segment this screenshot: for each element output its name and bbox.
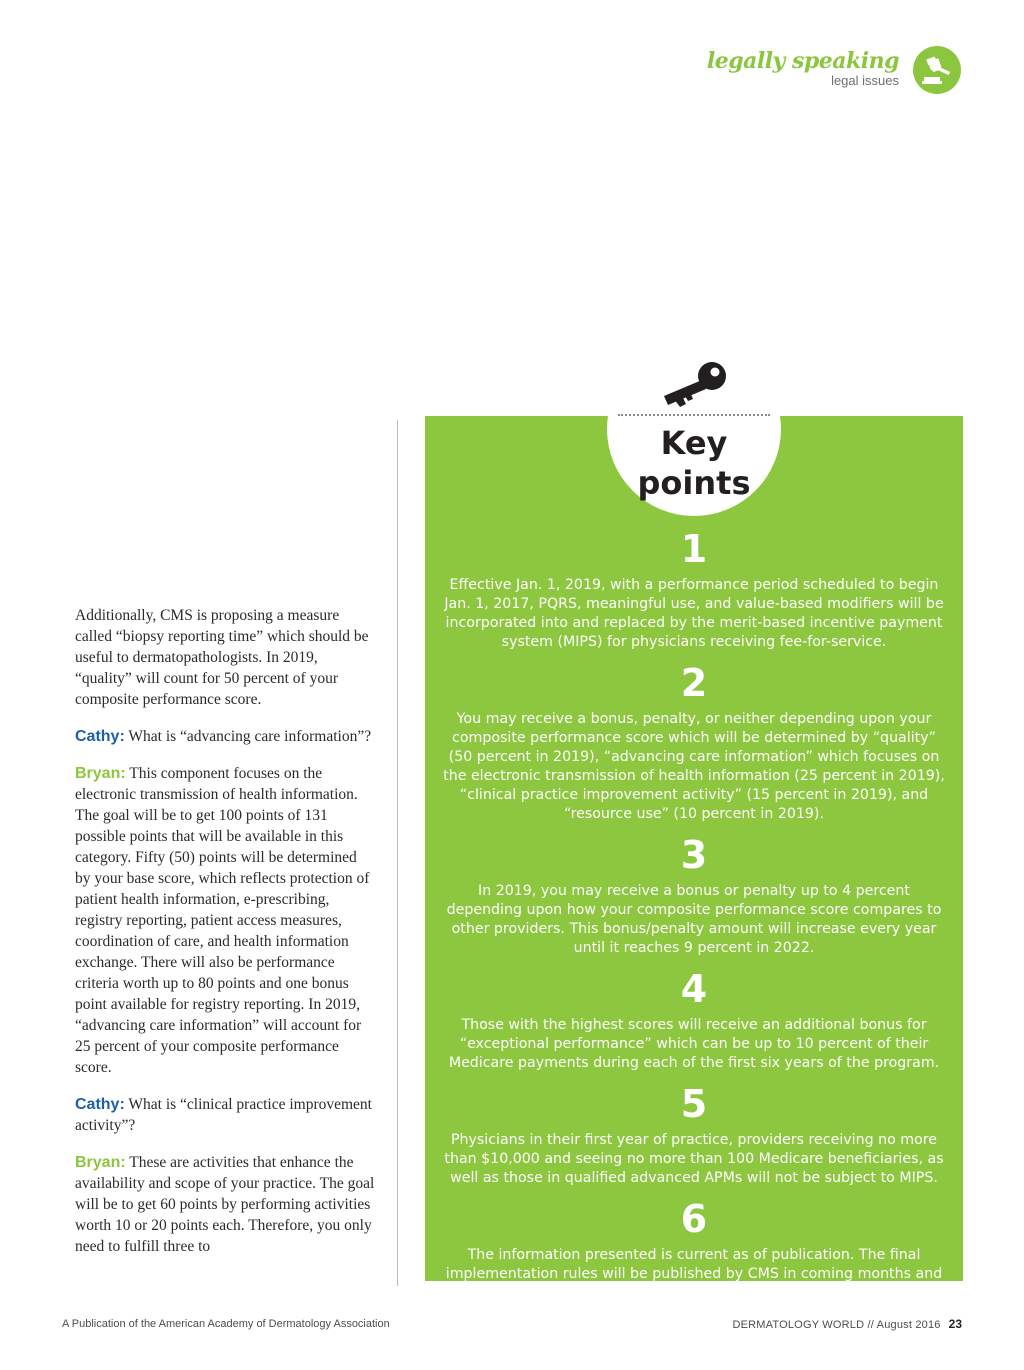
paragraph-text: This component focuses on the electronic transmission of health information. The goal will be to get 100 points of 131 possible points that will be available in this category. Fifty (50) points will be determined by your base score, which reflects protection of patient health information, e-prescribing, registry reporting, patient access measures, coordination of care, and health information exchange. There will also be performance criteria worth up to 80 points and one bonus point available for registry reporting. In 2019, “advancing care information” will account for 25 percent of your composite performance score. [75, 765, 370, 1076]
footer-publisher: A Publication of the American Academy of Dermatology Association [62, 1318, 390, 1330]
key-point-text: Physicians in their first year of practice, providers receiving no more than $10,000 and seeing no more than 100 Medicare beneficiaries, as well as those in qualified advanced APMs will not be subject to MIPS. [444, 1132, 944, 1186]
paragraph [75, 1152, 375, 1257]
key-point-item [440, 1083, 948, 1188]
key-point-item [440, 662, 948, 824]
key-point-item [440, 834, 948, 958]
paragraph-text: Additionally, CMS is proposing a measure called “biopsy reporting time” which should be useful to dermatopathologists. In 2019, “quality” will count for 50 percent of your composite performance score. [75, 607, 369, 708]
key-points-title [607, 423, 781, 503]
paragraph-text: What is “clinical practice improvement activity”? [75, 1096, 372, 1134]
key-points-list [440, 528, 948, 1313]
key-points-title-line: Key [660, 424, 728, 462]
speaker-bryan: Bryan: [75, 1154, 126, 1171]
footer-publication: DERMATOLOGY WORLD // August 2016 [732, 1319, 941, 1331]
paragraph [75, 605, 375, 710]
key-points-title-line: points [637, 464, 751, 502]
key-point-text: In 2019, you may receive a bonus or penalty up to 4 percent depending upon how your composite performance score compares to other providers. This bonus/penalty amount will increase every year until it reaches 9 percent in 2022. [446, 883, 942, 956]
speaker-cathy: Cathy: [75, 728, 125, 745]
key-point-number: 3 [680, 833, 708, 877]
key-point-number: 5 [680, 1082, 708, 1126]
paragraph [75, 726, 375, 747]
gavel-icon [913, 46, 961, 94]
article-column [75, 605, 375, 1273]
key-point-text: Effective Jan. 1, 2019, with a performance period scheduled to begin Jan. 1, 2017, PQRS, meaningful use, and value-based modifiers will be incorporated into and replaced by the merit-based incentive payment system (MIPS) for physicians receiving fee-for-service. [444, 577, 944, 650]
column-divider [397, 420, 398, 1286]
key-icon [660, 358, 730, 408]
paragraph [75, 763, 375, 1078]
key-point-text: You may receive a bonus, penalty, or neither depending upon your composite performance score which will be determined by “quality” (50 percent in 2019), “advancing care information” which focuses on the electronic transmission of health information (25 percent in 2019), “clinical practice improvement activity” (15 percent in 2019), and “resource use” (10 percent in 2019). [443, 711, 945, 822]
paragraph [75, 1094, 375, 1136]
key-point-item [440, 528, 948, 652]
footer-folio [732, 1317, 962, 1331]
speaker-cathy: Cathy: [75, 1096, 125, 1113]
section-title: legally speaking [706, 48, 899, 74]
paragraph-text: These are activities that enhance the availability and scope of your practice. The goal will be to get 60 points by performing activities worth 10 or 20 points each. Therefore, you only need to fulfill three to [75, 1154, 375, 1255]
key-point-item [440, 968, 948, 1073]
speaker-bryan: Bryan: [75, 765, 126, 782]
key-point-text: The information presented is current as of publication. The final implementation rules will be published by CMS in coming months and changes may occur. [445, 1247, 943, 1301]
paragraph-text: What is “advancing care information”? [128, 728, 372, 745]
key-point-number: 1 [680, 527, 708, 571]
key-point-number: 6 [680, 1197, 708, 1241]
key-point-number: 4 [680, 967, 708, 1011]
key-point-number: 2 [680, 661, 708, 705]
section-subtitle: legal issues [831, 73, 899, 88]
key-point-item [440, 1198, 948, 1303]
key-point-text: Those with the highest scores will receive an additional bonus for “exceptional performance” which can be up to 10 percent of their Medicare payments during each of the first six years of the program. [448, 1017, 940, 1071]
section-header [707, 48, 899, 89]
dotted-rule [618, 414, 770, 416]
page-number: 23 [948, 1317, 962, 1331]
